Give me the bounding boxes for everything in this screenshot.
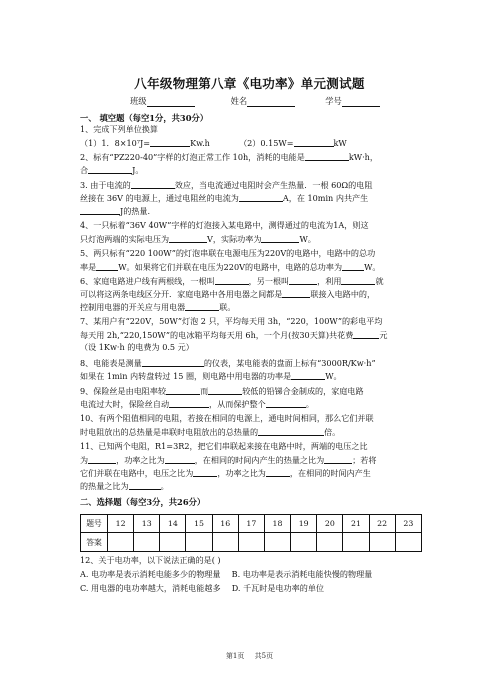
question-7-line-2: 每天用 2h,“220,150W”的电冰箱平均每天用 6h，一个月(按30天算)共花费 元 (80, 330, 388, 340)
question-9-line-1: 9、保险丝是由电阻率较 而 较低的铅锑合金制成的，家庭电路 (80, 386, 364, 396)
page-title: 八年级物理第八章《电功率》单元测试题 (134, 76, 365, 91)
answer-cell[interactable] (108, 533, 134, 552)
answer-blank[interactable] (142, 356, 204, 367)
question-11-line-4: 的热量之比为 。 (80, 481, 169, 491)
question-3-line-2: 丝接在 36V 的电源上，通过电阻丝的电流为 A，在 10min 内共产生 (80, 193, 369, 203)
answer-blank[interactable] (150, 136, 190, 147)
question-7-line-1: 7、某用户有“220V，50W”灯泡 2 只，平均每天用 3h，“220，100W”的彩电平均 (80, 316, 383, 326)
question-2-line-2: 合 J。 (80, 165, 144, 175)
answer-blank[interactable] (341, 274, 375, 285)
table-question-number: 16 (212, 515, 238, 533)
answer-blank[interactable] (239, 191, 283, 202)
answer-blank[interactable] (291, 369, 325, 380)
student-id-label: 学号 (325, 96, 342, 106)
question-9-line-2: 电流过大时，保险丝自动 ，从而保护整个 。 (80, 399, 314, 409)
answer-blank[interactable] (342, 260, 364, 271)
table-question-number: 12 (108, 515, 134, 533)
answer-blank[interactable] (266, 397, 306, 408)
answer-blank[interactable] (282, 287, 310, 298)
answer-table (80, 514, 422, 552)
answer-blank[interactable] (353, 328, 379, 339)
answer-blank[interactable] (88, 163, 132, 174)
answer-cell[interactable] (264, 533, 290, 552)
question-12-options-cd (80, 582, 422, 595)
answer-cell[interactable] (134, 533, 160, 552)
table-question-number: 22 (369, 515, 395, 533)
question-8-line-1: 8、电能表是测量 的仪表，某电能表的盘面上标有“3000R/Kw·h” (80, 358, 376, 368)
table-question-number: 20 (317, 515, 343, 533)
answer-blank[interactable] (215, 274, 249, 285)
page-footer (0, 651, 499, 661)
question-12-options-ab (80, 568, 422, 581)
question-11-line-2: 为 ，功率之比为 ，在相同的时间内产生的热量之比为 ；若将 (80, 455, 377, 465)
option-d: D. 千瓦时是电功率的单位 (231, 583, 325, 593)
name-blank[interactable] (247, 97, 295, 107)
answer-cell[interactable] (238, 533, 264, 552)
class-label: 班级 (130, 96, 147, 106)
question-5-line-1: 5、两只标有“220 100W”的灯泡串联在电源电压为220V的电路中，电路中的总功 (80, 248, 376, 258)
question-10-line-1: 10、有两个阻值相同的电阻，若接在相同的电源上，通电时间相同，那么它们并联 (80, 413, 374, 423)
table-question-number: 13 (134, 515, 160, 533)
question-12-stem: 12、关于电功率，以下说法正确的是( ) (80, 555, 221, 565)
answer-cell[interactable] (395, 533, 421, 552)
section-fill-in-heading: 一、 填空题（每空1分，共30分） (80, 113, 209, 123)
question-4-line-1: 4、一只标着“36V 40W”字样的灯泡接入某电路中，测得通过的电流为1A，则这 (80, 220, 369, 230)
answer-blank[interactable] (324, 453, 352, 464)
question-4-line-2: 只灯泡两端的实际电压为 V，实际功率为 W。 (80, 234, 316, 244)
question-1-line-2: （1）1．8×10⁷J= Kw.h （2）0.15W= kW (80, 138, 347, 148)
total-pages: 共5页 (254, 652, 274, 660)
question-2-line-1: 2、标有“PZ220-40”字样的灯泡正常工作 10h，消耗的电能是 kW·h， (80, 152, 378, 162)
table-question-number: 15 (186, 515, 212, 533)
answer-blank[interactable] (169, 397, 209, 408)
answer-cell[interactable] (369, 533, 395, 552)
section-choice-heading: 二、选择题（每空3分，共26分） (80, 497, 206, 507)
answer-blank[interactable] (165, 453, 195, 464)
question-6-line-3: 控制用电器的开关应与用电器 联。 (80, 302, 236, 312)
answer-blank[interactable] (166, 384, 200, 395)
question-8-line-2: 如果在 1min 内转盘转过 15 圈，则电路中用电器的功率是 W。 (80, 371, 342, 381)
question-6-line-1: 6、家庭电路进户线有两根线，一根叫 ，另一根叫 ，利用 就 (80, 276, 384, 286)
table-question-number: 17 (238, 515, 264, 533)
answer-blank[interactable] (258, 425, 324, 436)
answer-cell[interactable] (160, 533, 186, 552)
table-header-number-label: 题号 (81, 515, 108, 533)
option-c: C. 用电器的电功率越大，消耗电能越多 (80, 583, 221, 593)
question-6-line-2: 可以将这两条电线区分开．家庭电路中各用电器之间都是 联接入电路中的， (80, 289, 376, 299)
question-10-line-2: 时电阻放出的总热量是串联时电阻放出的总热量的 倍。 (80, 427, 341, 437)
question-11-line-1: 11、已知两个电阻，R1=3R2，把它们串联起来接在电路中时，两端的电压之比 (80, 441, 368, 451)
table-question-number: 18 (264, 515, 290, 533)
answer-blank[interactable] (80, 204, 120, 215)
option-b: B. 电功率是表示消耗电能快慢的物理量 (231, 569, 373, 579)
question-7-line-3: （设 1Kw·h 的电费为 0.5 元） (80, 342, 194, 352)
answer-blank[interactable] (129, 479, 161, 490)
student-info-row (130, 95, 470, 107)
answer-cell[interactable] (291, 533, 317, 552)
answer-blank[interactable] (289, 274, 317, 285)
table-question-number: 21 (343, 515, 369, 533)
option-a: A. 电功率是表示消耗电能多少的物理量 (80, 569, 221, 579)
class-blank[interactable] (147, 97, 195, 107)
answer-cell[interactable] (212, 533, 238, 552)
table-question-number: 14 (160, 515, 186, 533)
answer-cell[interactable] (317, 533, 343, 552)
answer-blank[interactable] (305, 150, 349, 161)
answer-blank[interactable] (208, 384, 242, 395)
table-question-number: 23 (395, 515, 421, 533)
question-3-line-3: J的热量. (80, 204, 422, 218)
student-id-blank[interactable] (342, 97, 380, 107)
name-label: 姓名 (230, 96, 248, 106)
answer-blank[interactable] (294, 136, 334, 147)
page-number: 第1页 (225, 652, 245, 660)
answer-blank[interactable] (261, 232, 299, 243)
table-header-answer-label: 答案 (81, 533, 108, 552)
answer-blank[interactable] (193, 466, 217, 477)
question-5-line-2: 率是 W。如果将它们并联在电压为220V的电路中，电路的总功率为 W。 (80, 262, 381, 272)
answer-blank[interactable] (185, 300, 219, 311)
table-question-number: 19 (291, 515, 317, 533)
answer-blank[interactable] (169, 232, 207, 243)
answer-cell[interactable] (343, 533, 369, 552)
answer-blank[interactable] (266, 466, 290, 477)
question-1-line-1: 1、完成下列单位换算 (80, 124, 158, 134)
question-11-line-3: 它们并联在电路中，电压之比为 ，功率之比为 ，在相同的时间内产生 (80, 468, 371, 478)
answer-blank[interactable] (131, 178, 175, 189)
answer-blank[interactable] (96, 260, 118, 271)
answer-blank[interactable] (88, 453, 116, 464)
answer-cell[interactable] (186, 533, 212, 552)
question-3-line-1: 3. 由于电流的 效应，当电流通过电阻时会产生热量．一根 60Ω的电阻 (80, 180, 373, 190)
